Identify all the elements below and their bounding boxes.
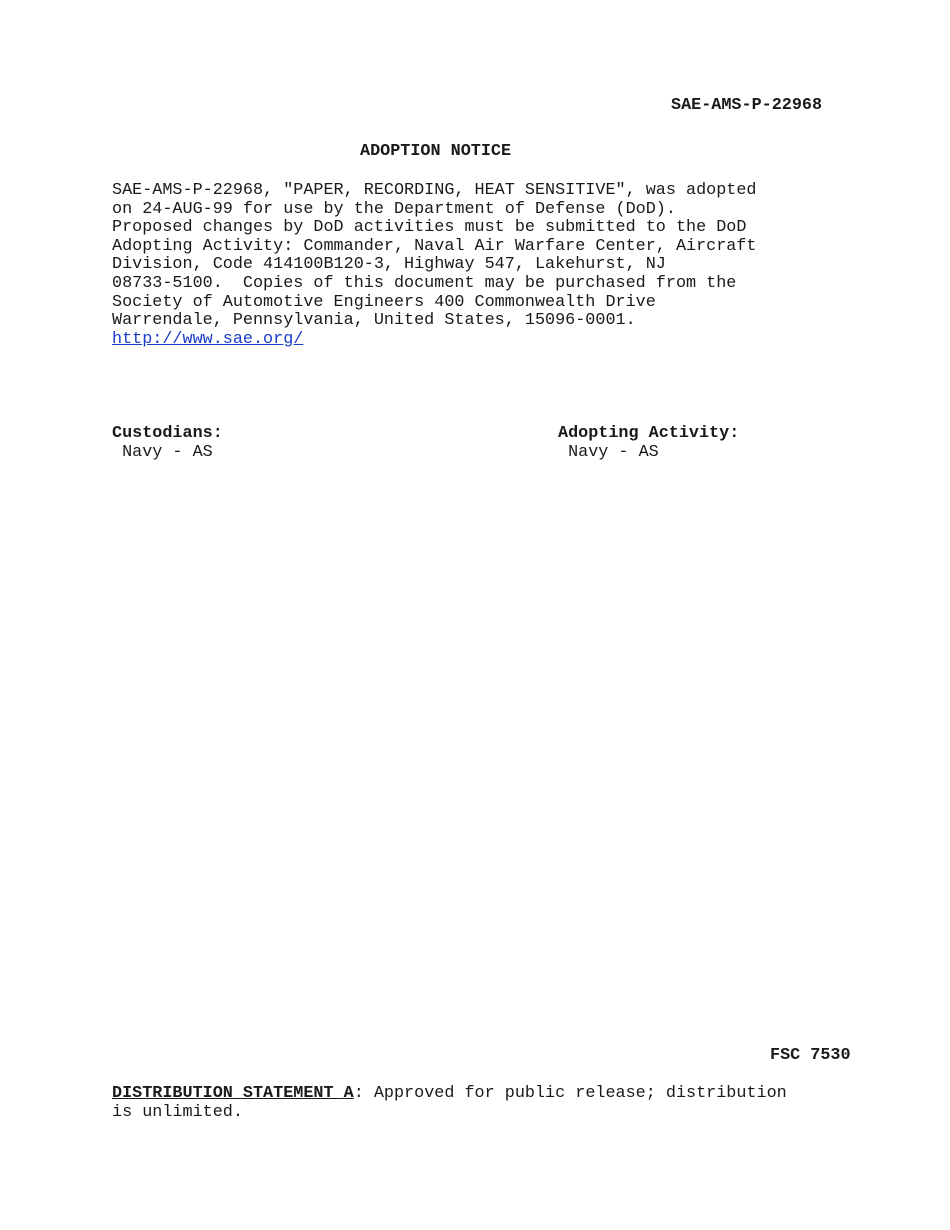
notice-body [112,182,757,331]
body-line: 08733-5100. Copies of this document may be purchased from the [112,273,737,293]
custodians-value: Navy - AS [112,443,213,462]
distribution-text: : Approved for public release; distribution [353,1084,787,1103]
distribution-line [112,1085,787,1104]
body-line: Society of Automotive Engineers 400 Commonwealth Drive [112,292,656,312]
custodians-label: Custodians: [112,424,223,443]
adopting-activity-label: Adopting Activity: [558,424,740,443]
body-line: Division, Code 414100B120-3, Highway 547, Lakehurst, NJ [112,255,666,275]
body-line: Adopting Activity: Commander, Naval Air Warfare Center, Aircraft [112,236,757,256]
body-line: SAE-AMS-P-22968, "PAPER, RECORDING, HEAT SENSITIVE", was adopted [112,181,757,200]
notice-title: ADOPTION NOTICE [360,142,512,161]
document-number: SAE-AMS-P-22968 [671,96,823,115]
body-line: Warrendale, Pennsylvania, United States, 15096-0001. [112,311,636,331]
distribution-label: DISTRIBUTION STATEMENT A [112,1084,354,1103]
sae-website-link[interactable]: http://www.sae.org/ [112,330,304,349]
fsc-code: FSC 7530 [770,1046,851,1065]
adopting-activity-value: Navy - AS [558,443,659,462]
distribution-statement [112,1085,787,1122]
body-line: on 24-AUG-99 for use by the Department of Defense (DoD). [112,199,676,219]
body-line: Proposed changes by DoD activities must be submitted to the DoD [112,218,747,238]
distribution-line: is unlimited. [112,1102,243,1122]
